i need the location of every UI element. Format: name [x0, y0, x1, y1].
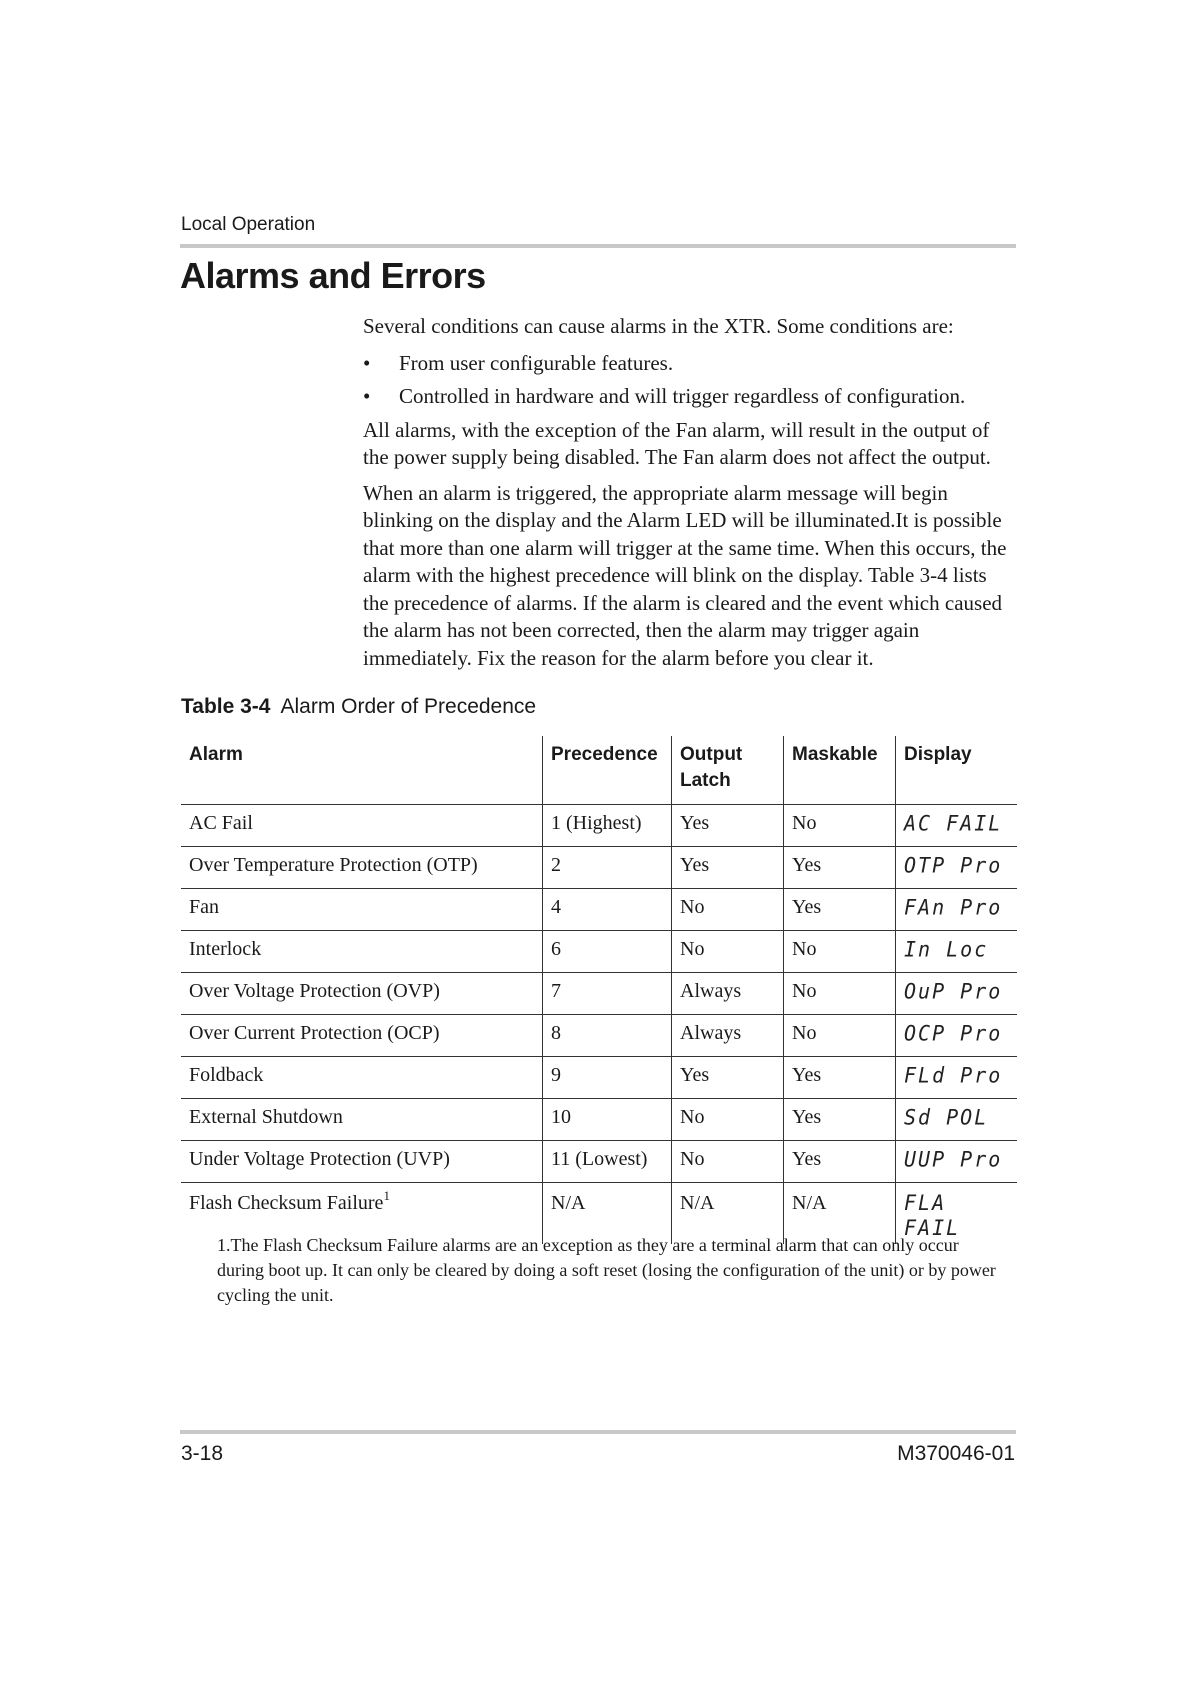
table-row: [181, 889, 1017, 931]
cell-precedence: 11 (Lowest): [543, 1141, 672, 1183]
alarm-precedence-table: [181, 736, 1017, 1244]
lcd-display-text: AC FAIL: [904, 810, 1003, 836]
cell-output-latch: No: [672, 1141, 784, 1183]
lcd-display-text: UUP Pro: [904, 1146, 1003, 1172]
lcd-display-text: OTP Pro: [904, 852, 1003, 878]
cell-alarm: Interlock: [181, 931, 543, 973]
cell-precedence: 6: [543, 931, 672, 973]
cell-maskable: No: [784, 1015, 896, 1057]
list-item: [363, 383, 1017, 411]
cell-display: [896, 1099, 1018, 1141]
body-text: [363, 313, 1017, 672]
cell-precedence: 10: [543, 1099, 672, 1141]
lcd-display-text: In Loc: [904, 936, 989, 962]
cell-maskable: Yes: [784, 1099, 896, 1141]
cell-maskable: No: [784, 805, 896, 847]
cell-display: [896, 889, 1018, 931]
header-maskable: Maskable: [784, 736, 896, 805]
cell-display: [896, 1057, 1018, 1099]
table-row: [181, 847, 1017, 889]
page-number: 3-18: [181, 1442, 224, 1465]
list-item-text: From user configurable features.: [399, 350, 674, 375]
cell-output-latch: N/A: [672, 1183, 784, 1245]
table-header-row: [181, 736, 1017, 805]
lcd-display-text: FLd Pro: [904, 1062, 1003, 1088]
cell-alarm: Over Current Protection (OCP): [181, 1015, 543, 1057]
cell-alarm-text: Flash Checksum Failure: [189, 1192, 384, 1214]
table-row: [181, 1057, 1017, 1099]
cell-output-latch: Yes: [672, 847, 784, 889]
cell-alarm: Fan: [181, 889, 543, 931]
cell-alarm: Over Voltage Protection (OVP): [181, 973, 543, 1015]
fan-alarm-paragraph: All alarms, with the exception of the Fan alarm, will result in the output of the power supply being disabled. The Fan alarm does not affect the output.: [363, 417, 991, 469]
lcd-display-text: OuP Pro: [904, 978, 1003, 1004]
cell-alarm: Foldback: [181, 1057, 543, 1099]
bullet-symbol: •: [363, 350, 371, 375]
cell-precedence: 9: [543, 1057, 672, 1099]
footnote-marker: 1: [383, 1188, 390, 1203]
cell-maskable: No: [784, 973, 896, 1015]
cell-precedence: 1 (Highest): [543, 805, 672, 847]
lcd-display-text: OCP Pro: [904, 1020, 1003, 1046]
cell-output-latch: No: [672, 889, 784, 931]
page-title: Alarms and Errors: [180, 255, 486, 296]
cell-output-latch: No: [672, 1099, 784, 1141]
cell-display: [896, 805, 1018, 847]
table-row: [181, 931, 1017, 973]
cell-output-latch: Yes: [672, 805, 784, 847]
table-caption: [181, 695, 536, 719]
cell-output-latch: Always: [672, 1015, 784, 1057]
cell-output-latch: No: [672, 931, 784, 973]
header-output-latch: Output Latch: [672, 736, 784, 805]
cell-maskable: Yes: [784, 1141, 896, 1183]
table-caption-label: Table 3-4: [181, 695, 271, 718]
cell-maskable: Yes: [784, 1057, 896, 1099]
cell-precedence: 2: [543, 847, 672, 889]
lcd-display-text: FLA FAIL: [904, 1189, 961, 1241]
cell-precedence: 8: [543, 1015, 672, 1057]
list-item: [363, 350, 1017, 378]
bullet-symbol: •: [363, 384, 371, 408]
cell-maskable: No: [784, 931, 896, 973]
cell-display: [896, 1141, 1018, 1183]
header-rule: [180, 244, 1016, 248]
table-footnote: 1.The Flash Checksum Failure alarms are an exception as they are a terminal alarm that can only occur during boot up. It can only be cleared by doing a soft reset (losing the configuration of the unit) or by power cycling the unit.: [217, 1235, 996, 1305]
cell-precedence: 4: [543, 889, 672, 931]
table-row: [181, 1141, 1017, 1183]
cell-alarm: External Shutdown: [181, 1099, 543, 1141]
table-caption-text: Alarm Order of Precedence: [280, 695, 537, 718]
cell-display: [896, 1015, 1018, 1057]
cell-alarm: Over Temperature Protection (OTP): [181, 847, 543, 889]
lcd-display-text: Sd POL: [904, 1104, 989, 1130]
cell-output-latch: Yes: [672, 1057, 784, 1099]
lcd-display-text: FAn Pro: [904, 894, 1003, 920]
table-row: [181, 973, 1017, 1015]
list-item-text: Controlled in hardware and will trigger regardless of configuration.: [399, 384, 966, 408]
table-row: [181, 805, 1017, 847]
cell-alarm: Under Voltage Protection (UVP): [181, 1141, 543, 1183]
cell-maskable: Yes: [784, 847, 896, 889]
cell-display: [896, 973, 1018, 1015]
cell-precedence: 7: [543, 973, 672, 1015]
document-number: M370046-01: [897, 1442, 1015, 1465]
conditions-list: [363, 350, 1017, 411]
cell-alarm: AC Fail: [181, 805, 543, 847]
cell-maskable: N/A: [784, 1183, 896, 1245]
header-alarm: Alarm: [181, 736, 543, 805]
alarm-trigger-paragraph: When an alarm is triggered, the appropriate alarm message will begin blinking on the display and the Alarm LED will be illuminated.It is possible that more than one alarm will trigger at the same time. When this occurs, the alarm with the highest precedence will blink on the display. Table 3-4 lists the precedence of alarms. If the alarm is cleared and the event which caused the alarm has not been corrected, then the alarm may trigger again immediately. Fix the reason for the alarm before you clear it.: [363, 480, 1007, 670]
header-display: Display: [896, 736, 1018, 805]
header-precedence: Precedence: [543, 736, 672, 805]
intro-paragraph: Several conditions can cause alarms in the XTR. Some conditions are:: [363, 314, 954, 338]
cell-output-latch: Always: [672, 973, 784, 1015]
cell-precedence: N/A: [543, 1183, 672, 1245]
cell-maskable: Yes: [784, 889, 896, 931]
cell-display: [896, 931, 1018, 973]
table-row: [181, 1099, 1017, 1141]
cell-display: [896, 847, 1018, 889]
running-head: Local Operation: [181, 214, 316, 235]
table-row: [181, 1015, 1017, 1057]
footer-rule: [180, 1430, 1016, 1434]
